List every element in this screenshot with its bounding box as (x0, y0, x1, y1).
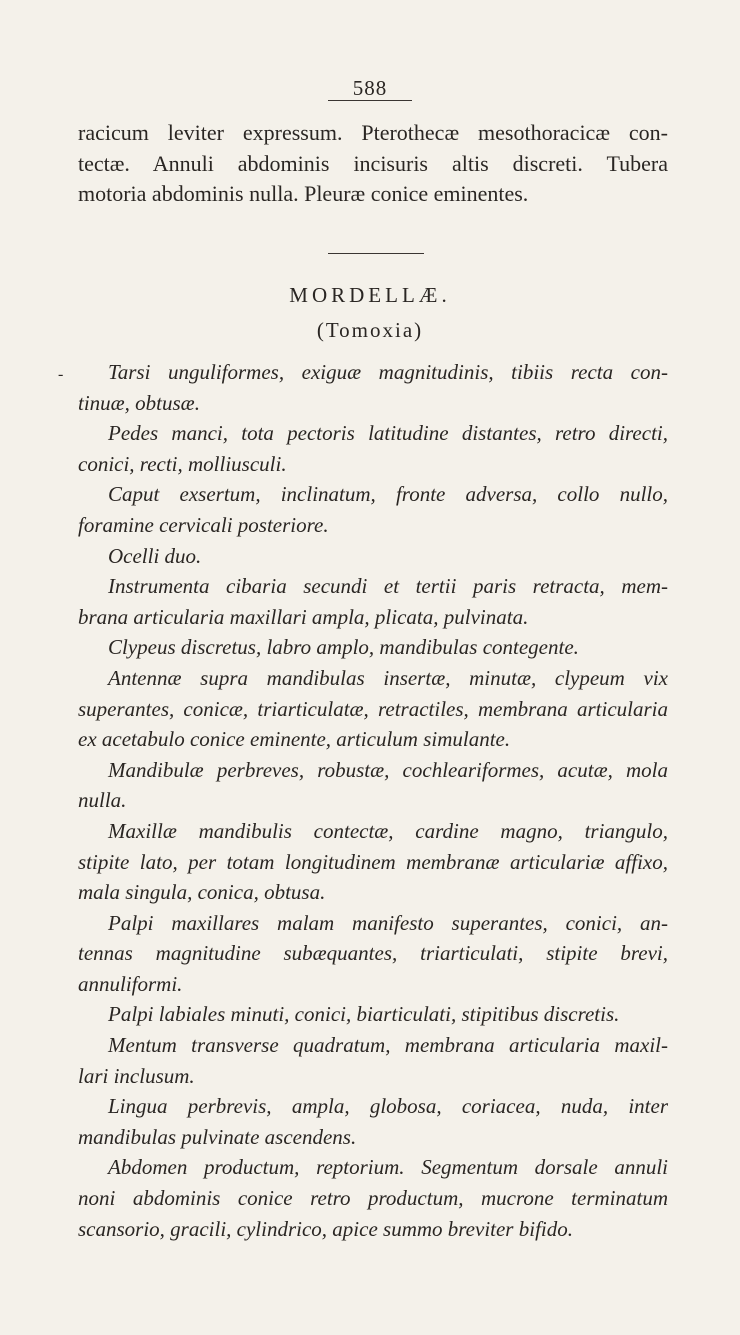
description-line: superantes, conicæ, triarticulatæ, retractiles, membrana articularia (78, 696, 668, 721)
description-paragraph (78, 479, 668, 540)
description-line: stipite lato, per totam longitudinem membranæ articulariæ affixo, (78, 849, 668, 874)
intro-paragraph (78, 118, 668, 210)
description-paragraph (78, 1030, 668, 1091)
description-paragraph (78, 908, 668, 1000)
description-paragraph (78, 1152, 668, 1244)
description-line: Instrumenta cibaria secundi et tertii paris retracta, mem- (108, 574, 668, 599)
description-line: Antennæ supra mandibulas insertæ, minutæ, clypeum vix (108, 665, 668, 690)
description-paragraph (78, 755, 668, 816)
description-paragraph (78, 357, 668, 418)
description-line: annuliformi. (78, 971, 183, 996)
description-line: Lingua perbrevis, ampla, globosa, coriacea, nuda, inter (108, 1094, 668, 1119)
description-line: Palpi labiales minuti, conici, biarticulati, stipitibus discretis. (108, 1002, 620, 1027)
page-number: 588 (352, 76, 388, 100)
description-line: mandibulas pulvinate ascendens. (78, 1124, 357, 1149)
intro-line: motoria abdominis nulla. Pleuræ conice eminentes. (78, 181, 529, 206)
description-line: ex acetabulo conice eminente, articulum simulante. (78, 727, 511, 752)
description-paragraph (78, 541, 668, 572)
description-line: Palpi maxillares malam manifesto superantes, conici, an- (108, 910, 668, 935)
description-line: Mandibulæ perbreves, robustæ, cochleariformes, acutæ, mola (108, 757, 668, 782)
description-line: Abdomen productum, reptorium. Segmentum dorsale annuli (108, 1155, 668, 1180)
description-line: lari inclusum. (78, 1063, 195, 1088)
family-heading: MORDELLÆ. (289, 283, 451, 307)
description-line: conici, recti, molliusculi. (78, 451, 287, 476)
description-paragraph (78, 571, 668, 632)
description-paragraph (78, 999, 668, 1030)
description-line: Mentum transverse quadratum, membrana articularia maxil- (108, 1033, 668, 1058)
description-line: tinuæ, obtusæ. (78, 390, 200, 415)
description-paragraph (78, 663, 668, 755)
description-line: Ocelli duo. (108, 543, 202, 568)
genus-heading: (Tomoxia) (316, 318, 424, 342)
description-line: Pedes manci, tota pectoris latitudine distantes, retro directi, (108, 421, 668, 446)
margin-mark: - (58, 366, 64, 383)
description-paragraph (78, 1091, 668, 1152)
description-line: nulla. (78, 788, 127, 813)
genus-description (78, 357, 668, 1244)
description-paragraph (78, 816, 668, 908)
description-line: Tarsi unguliformes, exiguæ magnitudinis, tibiis recta con- (108, 360, 668, 384)
description-line: tennas magnitudine subæquantes, triarticulati, stipite brevi, (78, 941, 668, 966)
description-line: noni abdominis conice retro productum, mucrone terminatum (78, 1186, 668, 1211)
description-line: Caput exsertum, inclinatum, fronte adversa, collo nullo, (108, 482, 668, 507)
page-number-underline (328, 100, 412, 101)
description-line: mala singula, conica, obtusa. (78, 880, 326, 905)
intro-line: racicum leviter expressum. Pterothecæ mesothoracicæ con- (78, 120, 668, 145)
description-paragraph (78, 632, 668, 663)
description-line: Maxillæ mandibulis contectæ, cardine magno, triangulo, (108, 818, 668, 843)
description-line: brana articularia maxillari ampla, plicata, pulvinata. (78, 604, 529, 629)
description-line: scansorio, gracili, cylindrico, apice summo breviter bifido. (78, 1216, 573, 1241)
description-line: foramine cervicali posteriore. (78, 512, 329, 537)
intro-line: tectæ. Annuli abdominis incisuris altis discreti. Tubera (78, 150, 668, 176)
description-paragraph (78, 418, 668, 479)
description-line: Clypeus discretus, labro amplo, mandibulas contegente. (108, 635, 579, 660)
section-divider (328, 253, 424, 254)
